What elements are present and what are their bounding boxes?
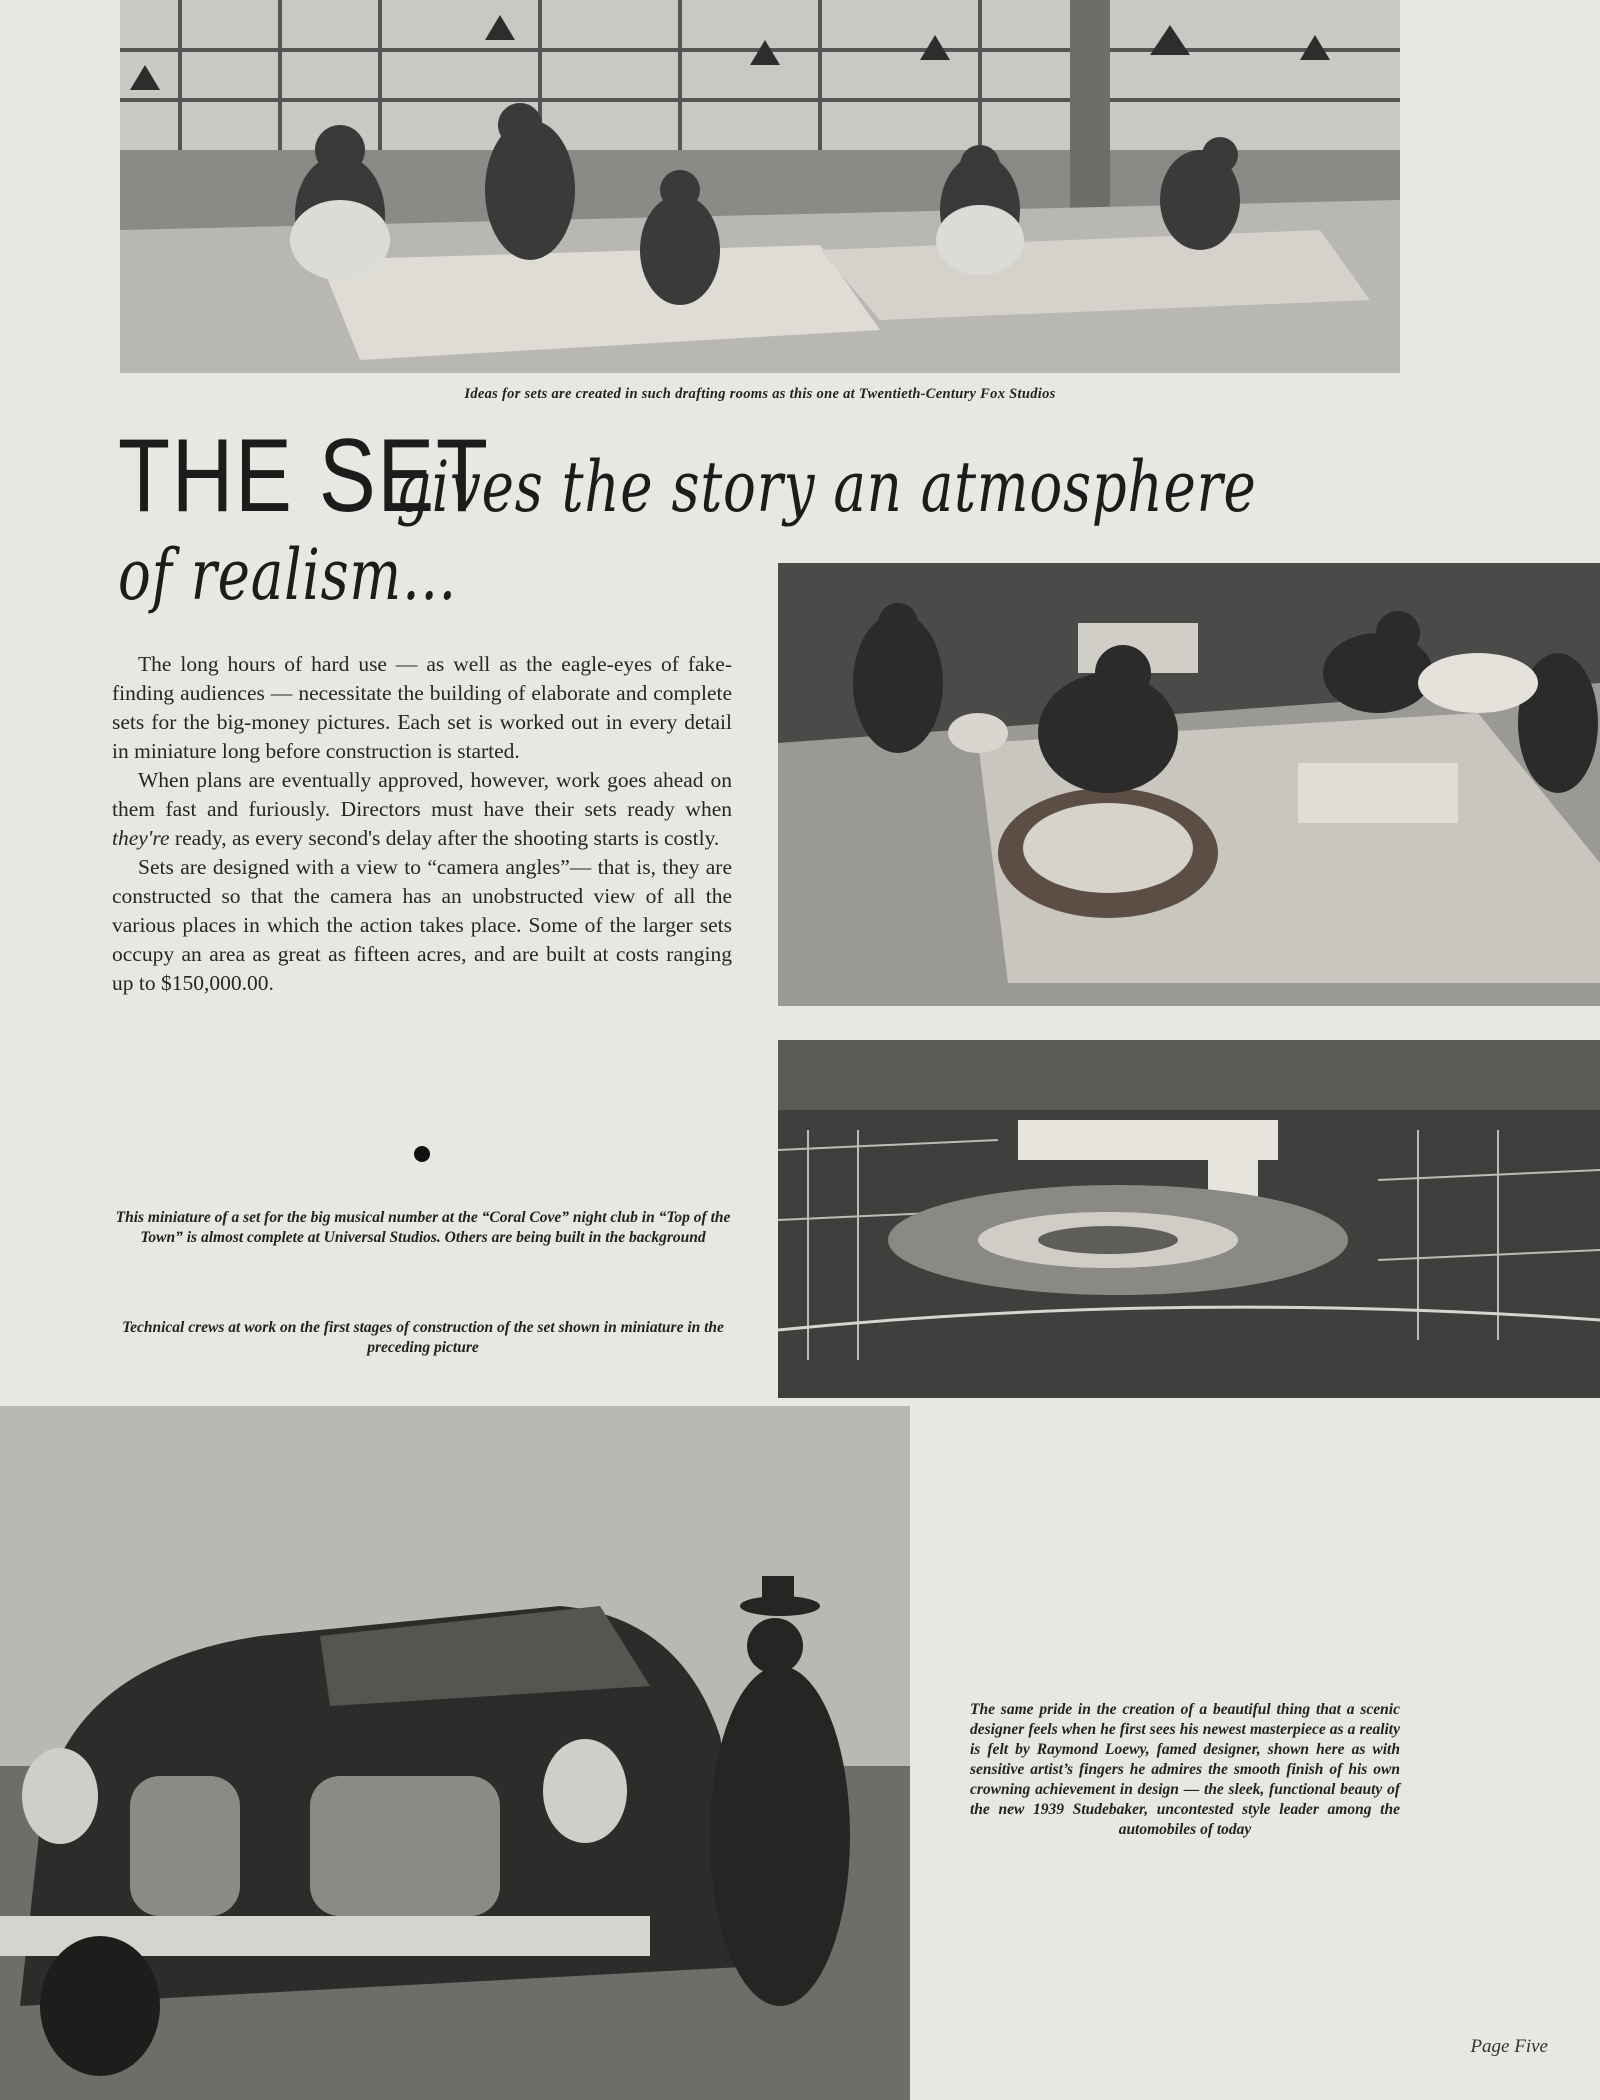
headline-the-set: THE SET — [118, 418, 490, 534]
headline-subtitle-line1: gives the story an atmosphere — [395, 446, 1257, 528]
paragraph: Sets are designed with a view to “camera angles”— that is, they are constructed so that the camera has an unobstructed view of all the various places in which the action takes place. Some of the larger sets occupy an area as great as fifteen acres, and are built at costs ranging up to $150,000.00. — [112, 855, 732, 995]
studebaker-caption: The same pride in the creation of a beautiful thing that a scenic designer feels when he first sees his newest masterpiece as a reality is felt by Raymond Loewy, famed designer, shown here as with sensitive artist’s fingers he admires the smooth finish of his own crowning achievement in design — the sleek, functional beauty of the new 1939 Studebaker, uncontested style leader among the automobiles of today — [970, 1701, 1400, 1838]
headline-subtitle-line2: of realism… — [118, 534, 458, 616]
paragraph: When plans are eventually approved, however, work goes ahead on them fast and furiously. Directors must have their sets ready when they're ready, as every second's delay after the shooting starts is costly. — [112, 768, 732, 850]
section-bullet — [414, 1146, 430, 1162]
miniature-caption: This miniature of a set for the big musical number at the “Coral Cove” night club in “Top of the Town” is almost complete at Universal Studios. Others are being built in the background — [115, 1209, 731, 1246]
drafting-room-caption: Ideas for sets are created in such drafting rooms as this one at Twentieth-Century Fox Studios — [464, 386, 1056, 402]
drafting-room-photo — [120, 0, 1400, 373]
construction-photo — [778, 1040, 1600, 1398]
miniature-set-photo — [778, 563, 1600, 1006]
crews-caption: Technical crews at work on the first stages of construction of the set shown in miniature in the preceding picture — [122, 1319, 724, 1356]
paragraph: The long hours of hard use — as well as the eagle-eyes of fake-finding audiences — necessitate the building of elaborate and complete sets for the big-money pictures. Each set is worked out in every detail in miniature long before construction is started. — [112, 652, 732, 763]
page-number: Page Five — [1470, 2036, 1548, 2057]
studebaker-photo — [0, 1406, 910, 2100]
article-body — [112, 650, 732, 998]
